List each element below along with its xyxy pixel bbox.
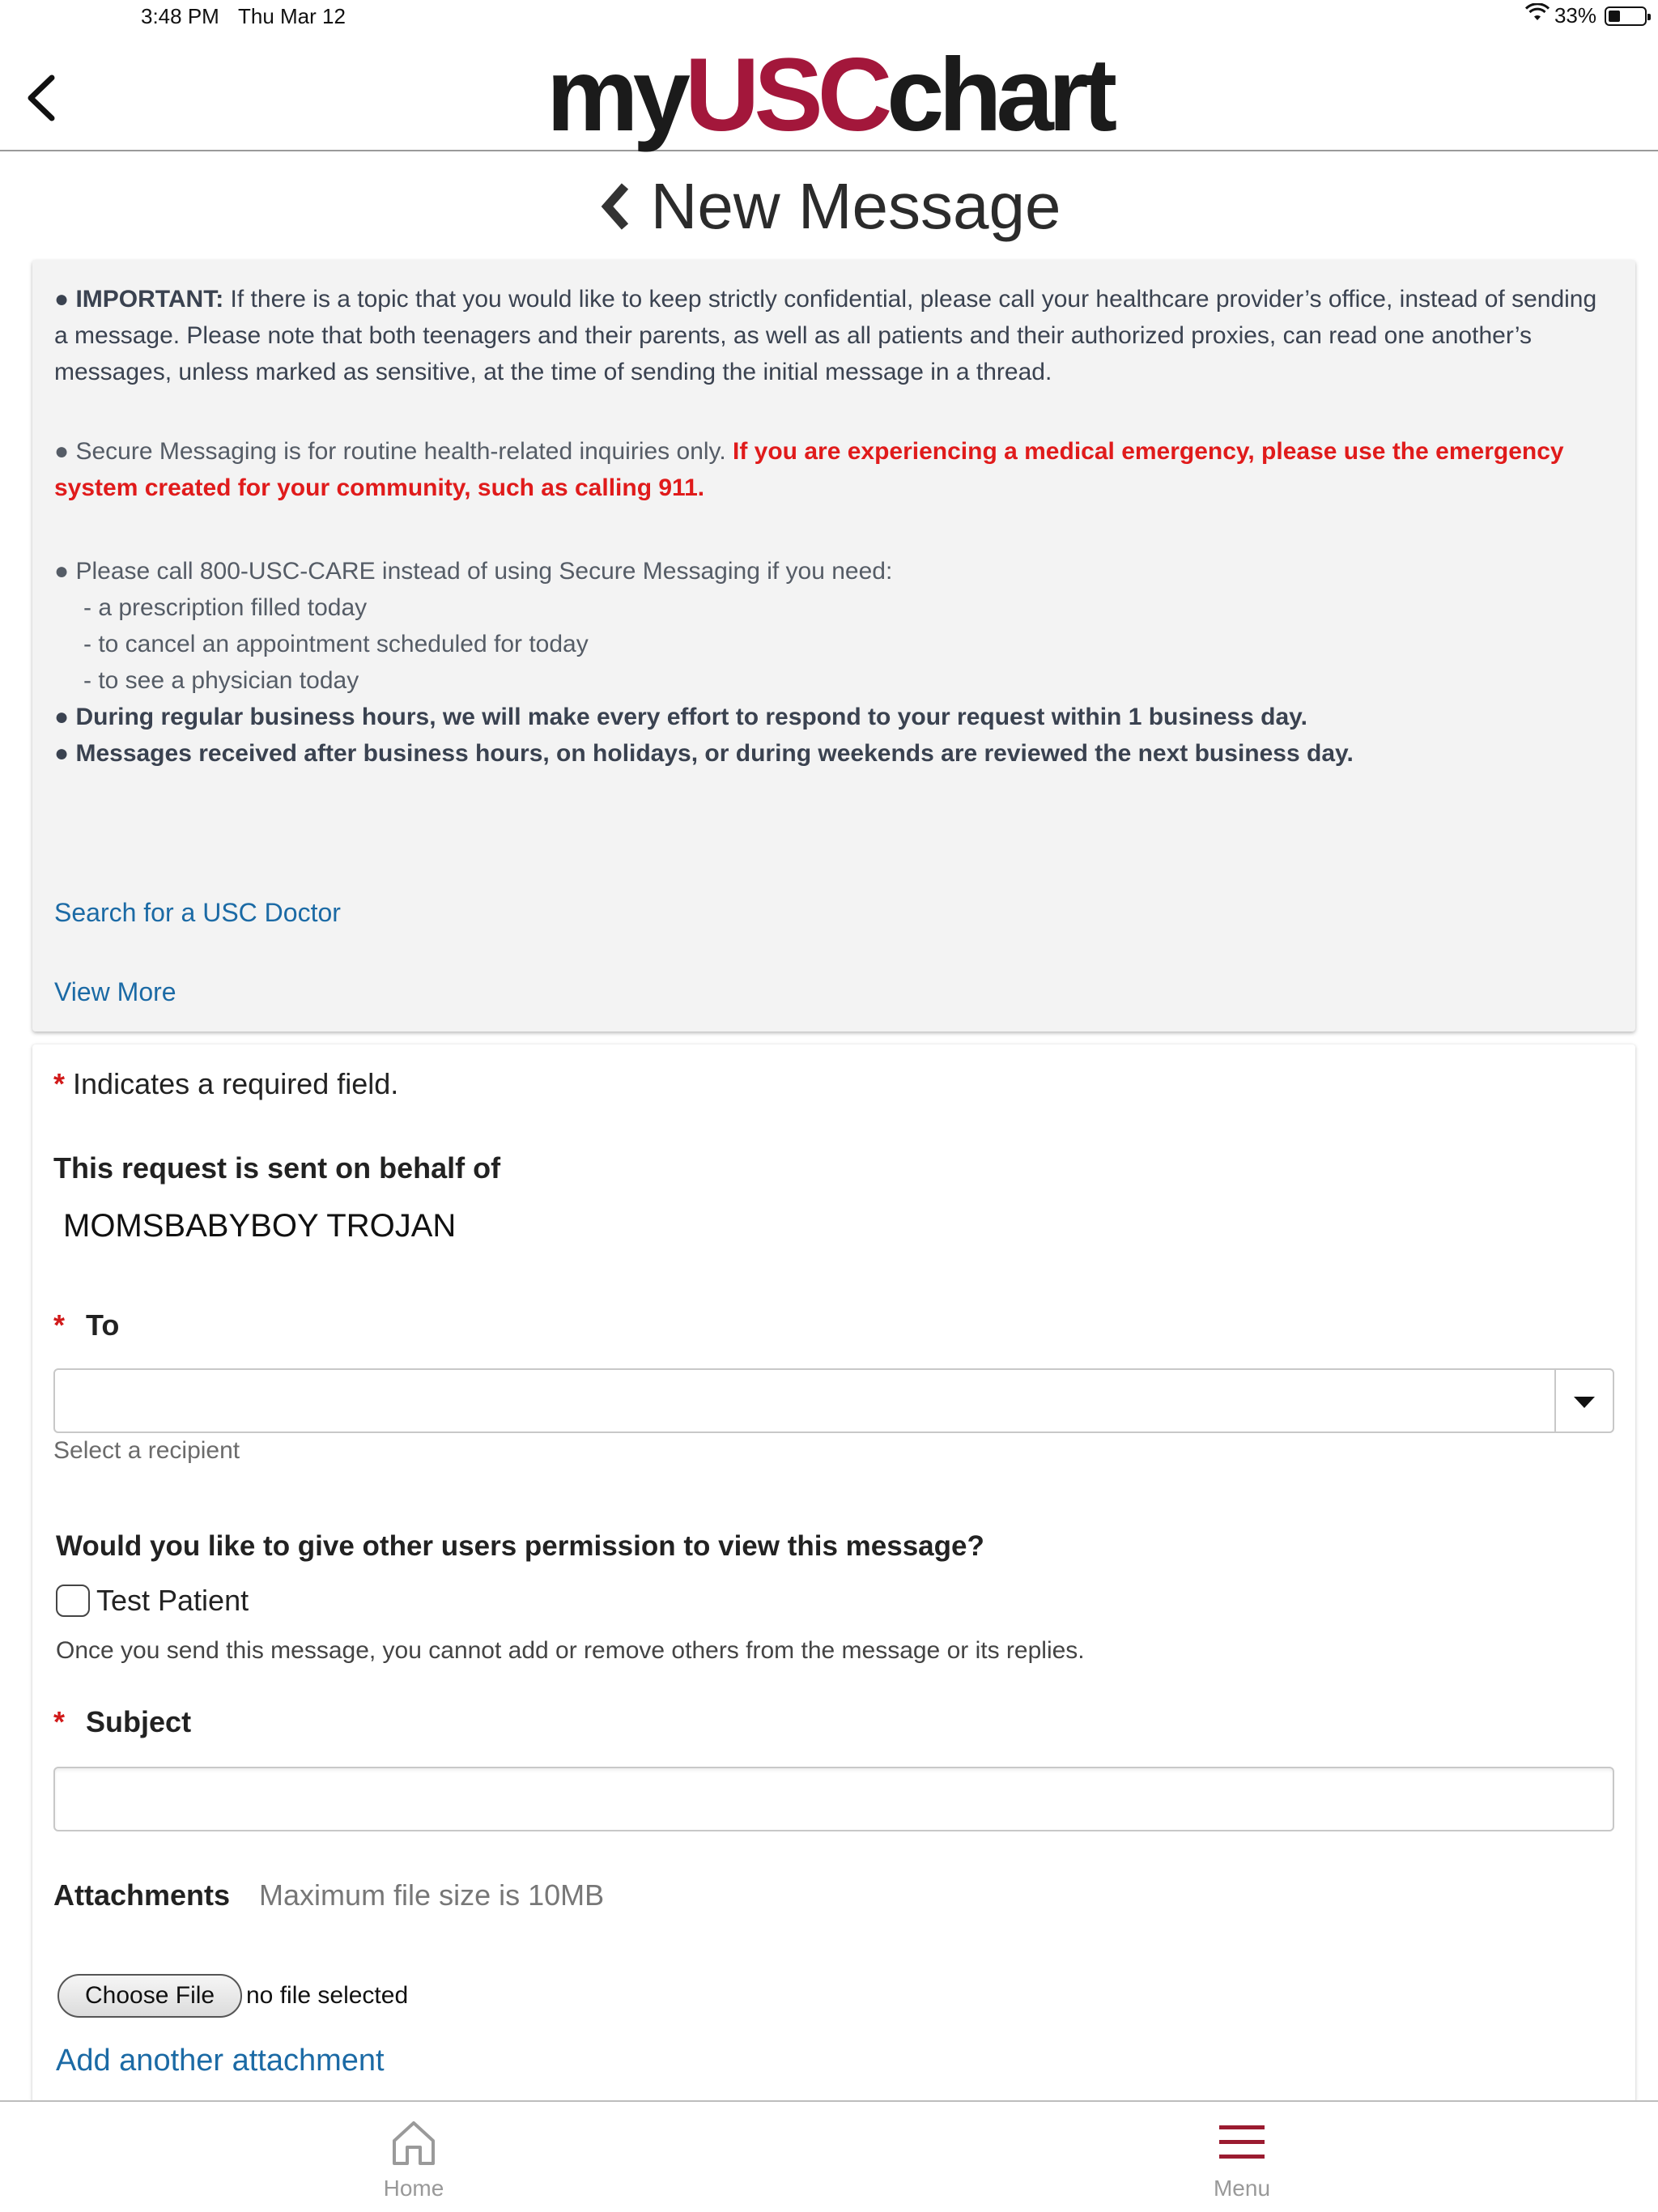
behalf-label: This request is sent on behalf of <box>53 1151 501 1185</box>
notice-after-hours: ● Messages received after business hours, on holidays, or during weekends are reviewed the next business day. <box>54 740 1354 767</box>
menu-icon <box>1216 2116 1268 2168</box>
notice-call-item: - a prescription filled today <box>83 594 368 621</box>
behalf-name: MOMSBABYBOY TROJAN <box>63 1208 457 1244</box>
battery-icon <box>1605 6 1647 26</box>
search-doctor-link[interactable]: Search for a USC Doctor <box>54 898 341 927</box>
nav-home[interactable] <box>333 2116 495 2201</box>
required-mark: * <box>53 1308 66 1342</box>
permission-option[interactable] <box>56 1584 249 1618</box>
notice-emergency: If you are experiencing a medical emergency, please use the emergency system created for your community, such as calling 911. <box>54 438 1564 501</box>
home-icon <box>388 2116 440 2168</box>
required-note <box>53 1067 398 1101</box>
app-logo <box>0 39 1658 152</box>
notice-routine <box>54 433 1611 506</box>
attachments-label: Attachments <box>53 1878 231 1912</box>
logo-chart: chart <box>886 37 1112 153</box>
notice-call-item: - to cancel an appointment scheduled for today <box>83 631 589 657</box>
nav-home-label: Home <box>383 2176 444 2201</box>
app-header <box>0 32 1658 151</box>
recipient-select[interactable] <box>53 1368 1614 1433</box>
required-mark: * <box>53 1067 66 1100</box>
caret-down-icon[interactable] <box>1574 1397 1595 1408</box>
permission-question: Would you like to give other users permission to view this message? <box>56 1530 984 1562</box>
battery-percent: 33% <box>1554 3 1596 28</box>
notice-call-item: - to see a physician today <box>83 667 359 694</box>
status-date: Thu Mar 12 <box>238 4 346 28</box>
to-label <box>53 1308 119 1342</box>
bottom-nav <box>0 2100 1658 2212</box>
permission-note: Once you send this message, you cannot add or remove others from the message or its replies. <box>56 1637 1085 1664</box>
notice-important-text: If there is a topic that you would like to keep strictly confidential, please call your healthcare provider’s office, instead of sending a message. Please note that both teenagers and their parents, as well as all patients and their authorized proxies, can read one another’s messages, unless marked as sensitive, at the time of sending the initial message in a thread. <box>54 286 1597 385</box>
add-attachment-link[interactable]: Add another attachment <box>56 2044 385 2078</box>
notice-important-lead: ● IMPORTANT: <box>54 286 224 313</box>
to-label-text: To <box>86 1308 120 1342</box>
notice-response-time: ● During regular business hours, we will make every effort to respond to your request within 1 business day. <box>54 704 1307 730</box>
logo-usc: USC <box>684 37 887 153</box>
attachments-limit: Maximum file size is 10MB <box>259 1878 605 1912</box>
test-patient-label: Test Patient <box>96 1584 249 1617</box>
notice-call-head: ● Please call 800-USC-CARE instead of using Secure Messaging if you need: <box>54 558 893 585</box>
chevron-left-icon <box>597 180 633 233</box>
page-title: New Message <box>650 170 1061 242</box>
page-title-bar <box>0 162 1658 251</box>
subject-label-text: Subject <box>86 1705 192 1738</box>
nav-menu[interactable] <box>1161 2116 1323 2201</box>
subject-label <box>53 1705 191 1739</box>
message-form <box>32 1044 1635 2105</box>
select-divider <box>1554 1370 1556 1431</box>
file-status: no file selected <box>246 1982 409 2009</box>
status-bar <box>0 0 1658 32</box>
recipient-helper: Select a recipient <box>53 1437 240 1464</box>
choose-file-button[interactable]: Choose File <box>57 1974 242 2018</box>
view-more-link[interactable]: View More <box>54 977 176 1006</box>
wifi-icon <box>1525 3 1550 28</box>
notice-card <box>32 260 1635 1032</box>
status-time: 3:48 PM <box>141 4 219 28</box>
status-indicators <box>1525 3 1647 28</box>
page-title-back[interactable] <box>597 169 1061 244</box>
logo-my: my <box>546 37 685 153</box>
notice-routine-text: ● Secure Messaging is for routine health-related inquiries only. <box>54 438 733 465</box>
required-mark: * <box>53 1705 66 1738</box>
notice-important <box>54 281 1611 390</box>
test-patient-checkbox[interactable] <box>56 1585 90 1617</box>
required-note-text: Indicates a required field. <box>73 1067 399 1100</box>
nav-menu-label: Menu <box>1213 2176 1271 2201</box>
attachments-row <box>53 1878 604 1912</box>
subject-input[interactable] <box>53 1767 1614 1831</box>
